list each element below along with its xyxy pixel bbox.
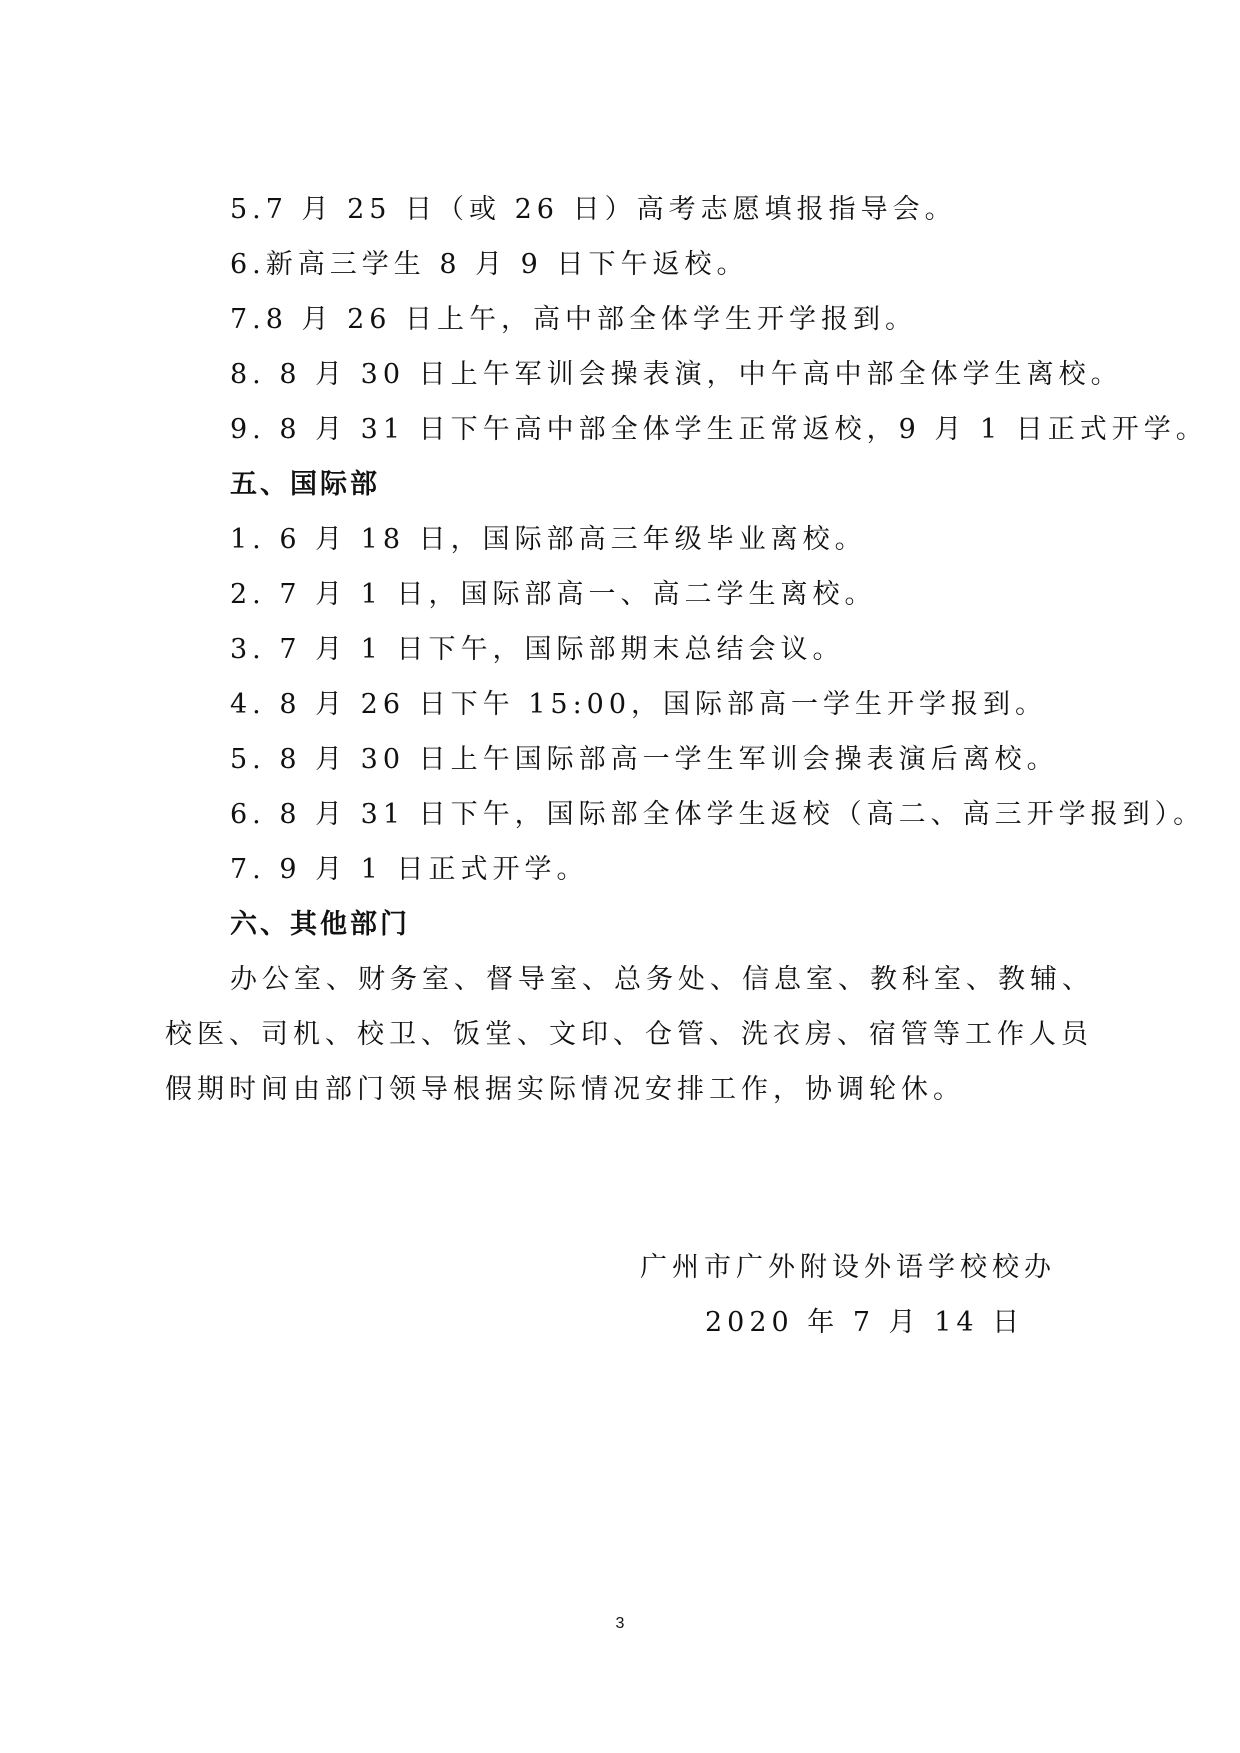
section5-item-6: 6. 8 月 31 日下午，国际部全体学生返校（高二、高三开学报到）。 (230, 799, 1206, 830)
signature-organization: 广州市广外附设外语学校校办 (640, 1252, 1056, 1283)
section6-paragraph-line-2: 校医、司机、校卫、饭堂、文印、仓管、洗衣房、宿管等工作人员 (165, 1019, 1093, 1050)
section4-item-7: 7.8 月 26 日上午，高中部全体学生开学报到。 (230, 304, 918, 335)
section4-item-8: 8. 8 月 30 日上午军训会操表演，中午高中部全体学生离校。 (230, 359, 1123, 390)
section5-heading: 五、国际部 (230, 469, 380, 500)
section4-item-9: 9. 8 月 31 日下午高中部全体学生正常返校，9 月 1 日正式开学。 (230, 414, 1208, 445)
section4-item-6: 6.新高三学生 8 月 9 日下午返校。 (230, 249, 749, 280)
section6-heading: 六、其他部门 (230, 909, 410, 940)
signature-date: 2020 年 7 月 14 日 (705, 1307, 1025, 1338)
section5-item-4: 4. 8 月 26 日下午 15:00，国际部高一学生开学报到。 (230, 689, 1048, 720)
section5-item-2: 2. 7 月 1 日，国际部高一、高二学生离校。 (230, 579, 877, 610)
section4-item-5: 5.7 月 25 日（或 26 日）高考志愿填报指导会。 (230, 194, 957, 225)
page-number: 3 (615, 1615, 625, 1632)
section5-item-3: 3. 7 月 1 日下午，国际部期末总结会议。 (230, 634, 845, 665)
section6-paragraph-line-1: 办公室、财务室、督导室、总务处、信息室、教科室、教辅、 (230, 964, 1094, 995)
section5-item-7: 7. 9 月 1 日正式开学。 (230, 854, 589, 885)
section5-item-5: 5. 8 月 30 日上午国际部高一学生军训会操表演后离校。 (230, 744, 1059, 775)
section5-item-1: 1. 6 月 18 日，国际部高三年级毕业离校。 (230, 524, 867, 555)
section6-paragraph-line-3: 假期时间由部门领导根据实际情况安排工作，协调轮休。 (165, 1074, 965, 1105)
